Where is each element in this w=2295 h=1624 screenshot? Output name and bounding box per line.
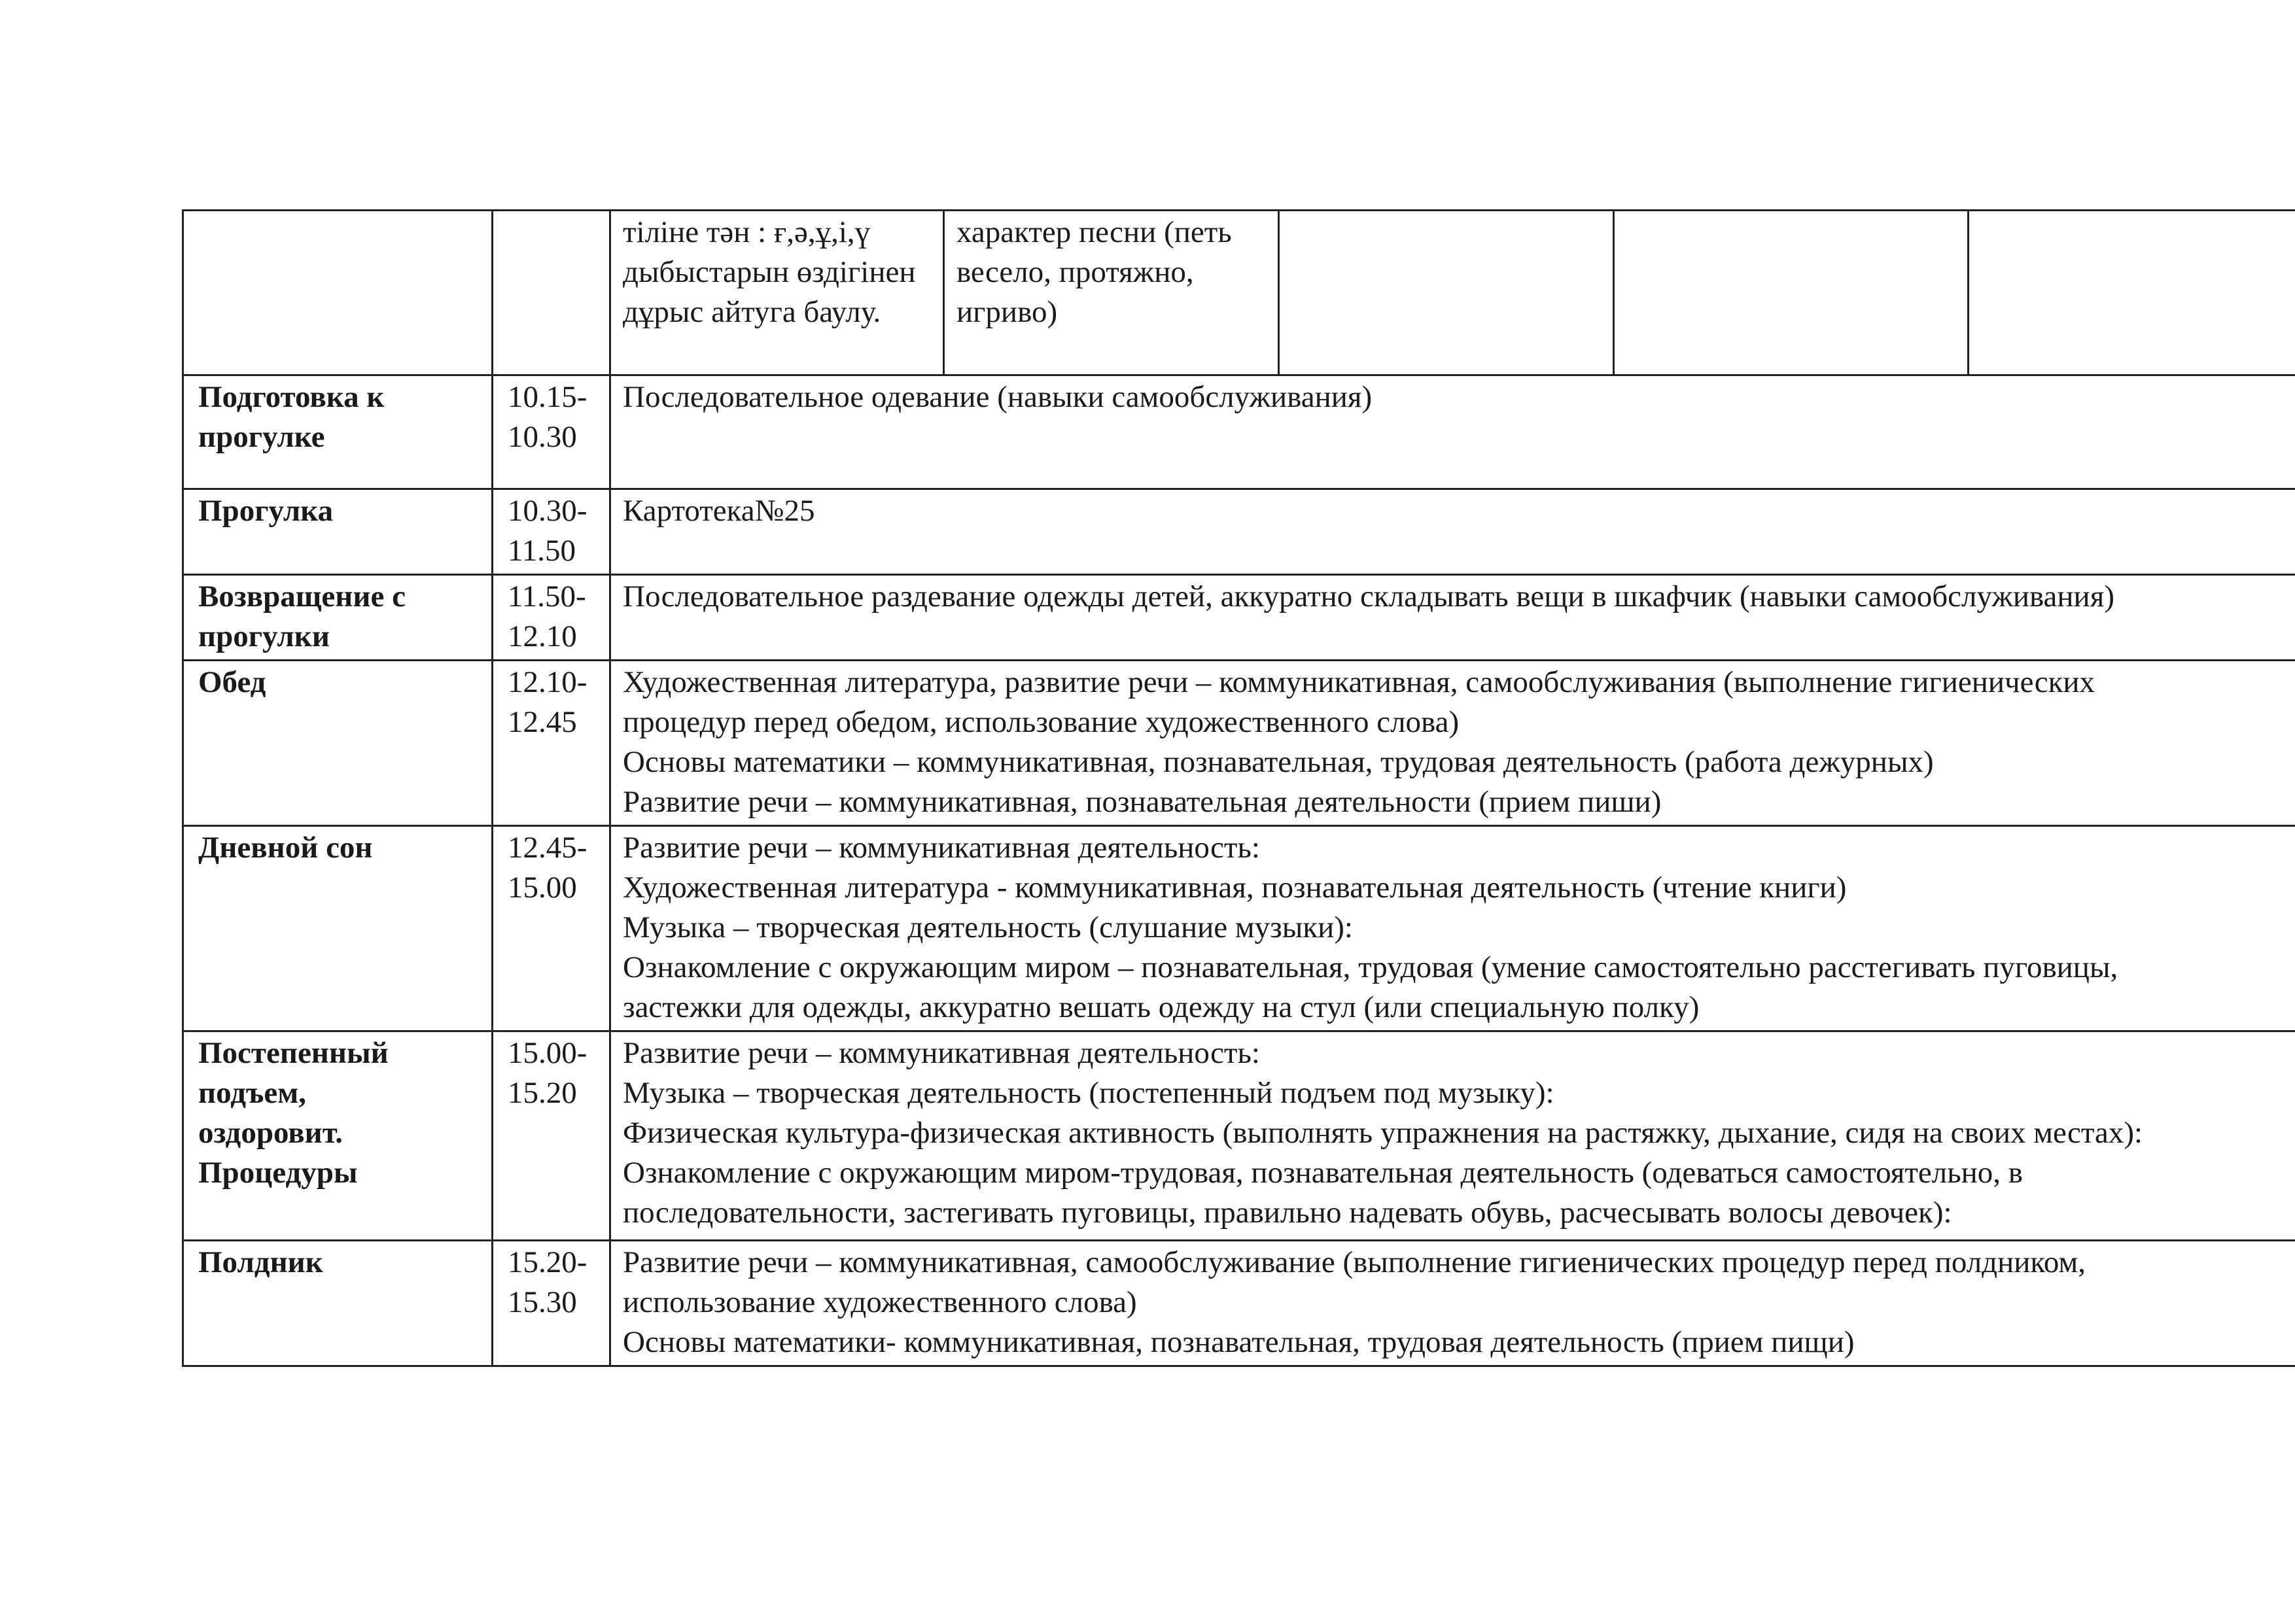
activity-description [610, 489, 2295, 575]
description-line: Картотека№25 [623, 494, 815, 528]
activity-name-line: Дневной сон [198, 831, 373, 865]
activity-name [183, 575, 493, 661]
time-line: 15.20 [508, 1076, 577, 1110]
schedule-table [182, 209, 2295, 1367]
description-line: Развитие речи – коммуникативная деятельность: [623, 1036, 1260, 1070]
description-line: последовательности, застегивать пуговицы, правильно надевать обувь, расчесывать волосы девочек): [623, 1196, 1952, 1230]
description-line: Последовательное одевание (навыки самообслуживания) [623, 380, 1373, 414]
activity-description [610, 661, 2295, 826]
time-line: 11.50- [508, 579, 586, 613]
description-line: Художественная литература, развитие речи – коммуникативная, самообслуживания (выполнение гигиенических [623, 665, 2095, 699]
time-line: 10.15- [508, 380, 587, 414]
activity-name-line: Постепенный [198, 1036, 389, 1070]
time-line: 15.20- [508, 1245, 587, 1279]
time-line: 15.00- [508, 1036, 587, 1070]
table-row [183, 375, 2295, 489]
activity-name-line: оздоровит. [198, 1116, 343, 1150]
description-line: застежки для одежды, аккуратно вешать одежду на стул (или специальную полку) [623, 990, 1700, 1024]
time-line: 15.00 [508, 871, 577, 905]
activity-name [183, 661, 493, 826]
table-row [183, 489, 2295, 575]
description-line: Ознакомление с окружающим миром – познавательная, трудовая (умение самостоятельно расстегивать пуговицы, [623, 950, 2118, 984]
description-line: Основы математики – коммуникативная, познавательная, трудовая деятельность (работа дежурных) [623, 745, 1934, 779]
description-line: Основы математики- коммуникативная, познавательная, трудовая деятельность (прием пищи) [623, 1325, 1855, 1359]
activity-name-line: прогулке [198, 420, 325, 454]
empty-cell [1614, 211, 1969, 375]
description-line: Физическая культура-физическая активность (выполнять упражнения на растяжку, дыхание, сидя на своих местах): [623, 1116, 2143, 1150]
activity-description [610, 826, 2295, 1031]
activity-description [610, 375, 2295, 489]
time-line: 10.30 [508, 420, 577, 454]
activity-name-line: подъем, [198, 1076, 307, 1110]
description-line: процедур перед обедом, использование художественного слова) [623, 705, 1460, 739]
description-line: Музыка – творческая деятельность (постепенный подъем под музыку): [623, 1076, 1554, 1110]
activity-name [183, 1241, 493, 1366]
description-line: Музыка – творческая деятельность (слушание музыки): [623, 910, 1353, 944]
activity-name-line: Подготовка к [198, 380, 385, 414]
time-line: 12.10 [508, 619, 577, 653]
time-line: 12.45- [508, 831, 587, 865]
song-character-cell: характер песни (петь весело, протяжно, игриво) [944, 211, 1279, 375]
activity-name-line: Прогулка [198, 494, 334, 528]
activity-time [493, 661, 610, 826]
kazakh-text-cell: тіліне тән : ғ,ә,ұ,і,ү дыбыстарын өздігінен дұрыс айтуга баулу. [610, 211, 944, 375]
time-line: 12.45 [508, 705, 577, 739]
activity-description [610, 1241, 2295, 1366]
table-row [183, 661, 2295, 826]
activity-name-line: прогулки [198, 619, 330, 653]
activity-description [610, 1031, 2295, 1241]
activity-time [493, 1241, 610, 1366]
activity-name [183, 1031, 493, 1241]
description-line: Последовательное раздевание одежды детей, аккуратно складывать вещи в шкафчик (навыки самообслуживания) [623, 579, 2114, 613]
description-line: Ознакомление с окружающим миром-трудовая, познавательная деятельность (одеваться самостоятельно, в [623, 1156, 2023, 1190]
empty-cell [1969, 211, 2295, 375]
description-line: Развитие речи – коммуникативная, самообслуживание (выполнение гигиенических процедур перед полдником, [623, 1245, 2086, 1279]
activity-time [493, 575, 610, 661]
activity-name [183, 375, 493, 489]
activity-name-line: Обед [198, 665, 266, 699]
activity-time [493, 375, 610, 489]
activity-time [493, 826, 610, 1031]
description-line: Развитие речи – коммуникативная деятельность: [623, 831, 1260, 865]
activity-time [493, 489, 610, 575]
activity-name-line: Процедуры [198, 1156, 358, 1190]
time-line: 10.30- [508, 494, 587, 528]
table-row [183, 575, 2295, 661]
empty-cell [1279, 211, 1614, 375]
activity-name [183, 489, 493, 575]
empty-cell [493, 211, 610, 375]
activity-name-line: Полдник [198, 1245, 323, 1279]
activity-name-line: Возвращение с [198, 579, 406, 613]
description-line: Развитие речи – коммуникативная, познавательная деятельности (прием пиши) [623, 785, 1662, 819]
time-line: 15.30 [508, 1285, 577, 1319]
activity-time [493, 1031, 610, 1241]
table-row [183, 826, 2295, 1031]
table-row [183, 1031, 2295, 1241]
time-line: 11.50 [508, 534, 576, 568]
description-line: Художественная литература - коммуникативная, познавательная деятельность (чтение книги) [623, 871, 1847, 905]
time-line: 12.10- [508, 665, 587, 699]
activity-name [183, 826, 493, 1031]
activity-description [610, 575, 2295, 661]
empty-cell [183, 211, 493, 375]
description-line: использование художественного слова) [623, 1285, 1137, 1319]
table-row-continued [183, 211, 2295, 375]
table-row [183, 1241, 2295, 1366]
